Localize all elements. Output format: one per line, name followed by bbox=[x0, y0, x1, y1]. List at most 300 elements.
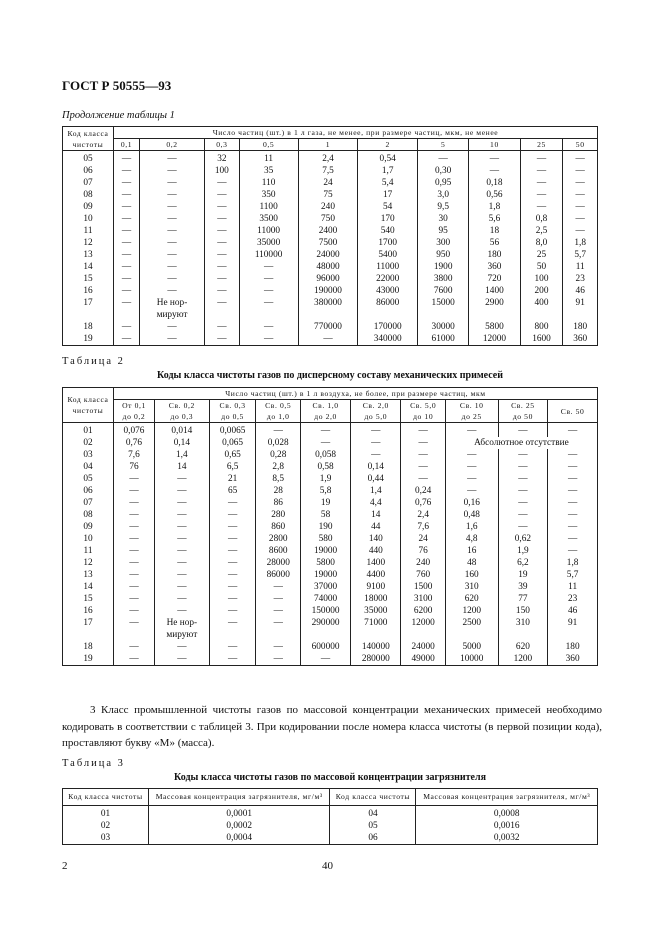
table-cell: — bbox=[469, 165, 520, 177]
table-row bbox=[63, 285, 598, 297]
table-cell: 15000 bbox=[418, 297, 469, 309]
range-from: Св. 0,3 bbox=[219, 401, 246, 410]
table-cell: — bbox=[209, 569, 256, 581]
table-cell: 100 bbox=[205, 165, 239, 177]
table-cell: 01 bbox=[63, 423, 114, 438]
table-cell: 65 bbox=[209, 485, 256, 497]
table-cell: 17 bbox=[63, 297, 114, 309]
range-from: Св. 50 bbox=[560, 406, 585, 416]
table-cell: 110000 bbox=[239, 249, 298, 261]
table-cell: — bbox=[209, 509, 256, 521]
table-cell: 8,0 bbox=[520, 237, 563, 249]
table-row bbox=[63, 653, 598, 666]
table-cell: — bbox=[114, 641, 155, 653]
table-cell: 5800 bbox=[469, 321, 520, 333]
table1-size-header: 0,5 bbox=[239, 139, 298, 151]
table-cell bbox=[498, 629, 548, 641]
table-cell: — bbox=[498, 497, 548, 509]
table-cell: — bbox=[548, 497, 598, 509]
table-cell: 0,76 bbox=[401, 497, 446, 509]
table-cell: — bbox=[209, 521, 256, 533]
table-cell: 170000 bbox=[358, 321, 418, 333]
table-cell: — bbox=[298, 333, 358, 346]
table-cell: — bbox=[548, 461, 598, 473]
table-cell: мируют bbox=[139, 309, 204, 321]
table-cell: 110 bbox=[239, 177, 298, 189]
table-cell: 190 bbox=[300, 521, 350, 533]
table-cell: 0,58 bbox=[300, 461, 350, 473]
table-cell: 76 bbox=[401, 545, 446, 557]
table-cell: 300 bbox=[418, 237, 469, 249]
table-row bbox=[63, 533, 598, 545]
table-cell: — bbox=[498, 461, 548, 473]
table-cell: 56 bbox=[469, 237, 520, 249]
table-row bbox=[63, 151, 598, 166]
table-cell: — bbox=[205, 297, 239, 309]
table-cell: 18000 bbox=[351, 593, 401, 605]
table-cell: 8600 bbox=[256, 545, 301, 557]
table-cell: — bbox=[114, 593, 155, 605]
table-cell: — bbox=[114, 653, 155, 666]
table-cell: 380000 bbox=[298, 297, 358, 309]
table-cell: 1,6 bbox=[445, 521, 498, 533]
table-cell: 2,8 bbox=[256, 461, 301, 473]
table-cell: — bbox=[114, 273, 140, 285]
table-cell: — bbox=[498, 521, 548, 533]
table-cell: — bbox=[114, 617, 155, 629]
table-cell: 5,8 bbox=[300, 485, 350, 497]
table-cell: 2900 bbox=[469, 297, 520, 309]
table-cell: 760 bbox=[401, 569, 446, 581]
table-cell: 24 bbox=[401, 533, 446, 545]
table-cell: — bbox=[154, 653, 209, 666]
table-cell: 58 bbox=[300, 509, 350, 521]
table-cell: 08 bbox=[63, 509, 114, 521]
table3-header: Массовая концентрация загрязнителя, мг/м³ bbox=[416, 789, 598, 806]
table-cell: — bbox=[239, 321, 298, 333]
table-cell: 11000 bbox=[358, 261, 418, 273]
table-cell: — bbox=[205, 177, 239, 189]
table-cell: 3800 bbox=[418, 273, 469, 285]
table-cell: 22000 bbox=[358, 273, 418, 285]
table-cell bbox=[256, 629, 301, 641]
table-cell: 05 bbox=[63, 151, 114, 166]
table-cell: 13 bbox=[63, 249, 114, 261]
table1-size-header: 2 bbox=[358, 139, 418, 151]
table-cell: 750 bbox=[298, 213, 358, 225]
table-cell: 170 bbox=[358, 213, 418, 225]
table-cell: — bbox=[209, 653, 256, 666]
table-cell: — bbox=[154, 557, 209, 569]
table-cell: 39 bbox=[498, 581, 548, 593]
table-cell bbox=[401, 629, 446, 641]
table3-header: Код класса чистоты bbox=[330, 789, 416, 806]
table-cell: 1200 bbox=[445, 605, 498, 617]
table-cell: 0,058 bbox=[300, 449, 350, 461]
table-cell: — bbox=[154, 605, 209, 617]
table-cell: — bbox=[498, 423, 548, 438]
table-cell: 440 bbox=[351, 545, 401, 557]
table-cell: 1500 bbox=[401, 581, 446, 593]
table-cell: — bbox=[139, 165, 204, 177]
table-cell: — bbox=[401, 437, 446, 449]
table-cell: — bbox=[154, 641, 209, 653]
table-cell: 280000 bbox=[351, 653, 401, 666]
table-cell bbox=[445, 629, 498, 641]
range-to: до 0,2 bbox=[122, 412, 146, 421]
table-cell: — bbox=[154, 545, 209, 557]
table-cell: 19000 bbox=[300, 569, 350, 581]
table-cell: — bbox=[563, 201, 598, 213]
table-cell: 5000 bbox=[445, 641, 498, 653]
table-cell: 150 bbox=[498, 605, 548, 617]
table-cell: 8,5 bbox=[256, 473, 301, 485]
table-cell: 800 bbox=[520, 321, 563, 333]
table-cell bbox=[239, 309, 298, 321]
table-cell: — bbox=[209, 581, 256, 593]
table-row bbox=[63, 165, 598, 177]
table-cell: 0,65 bbox=[209, 449, 256, 461]
table-cell: — bbox=[256, 617, 301, 629]
table-cell: 24000 bbox=[401, 641, 446, 653]
table-cell: 04 bbox=[330, 806, 416, 821]
table-cell bbox=[114, 309, 140, 321]
table-cell: 310 bbox=[498, 617, 548, 629]
table-cell: — bbox=[114, 297, 140, 309]
table-cell: 770000 bbox=[298, 321, 358, 333]
table-cell: 950 bbox=[418, 249, 469, 261]
table-cell: — bbox=[154, 593, 209, 605]
table-cell: — bbox=[563, 151, 598, 166]
table-cell: 5400 bbox=[358, 249, 418, 261]
table-cell: 28 bbox=[256, 485, 301, 497]
table-cell: 30000 bbox=[418, 321, 469, 333]
table-cell: — bbox=[548, 473, 598, 485]
table-cell: — bbox=[548, 485, 598, 497]
table-cell: 0,0016 bbox=[416, 820, 598, 832]
table-cell: 75 bbox=[298, 189, 358, 201]
table-cell: 190000 bbox=[298, 285, 358, 297]
table-cell: — bbox=[139, 201, 204, 213]
table-cell: — bbox=[445, 473, 498, 485]
table-cell: 19 bbox=[300, 497, 350, 509]
table-cell: — bbox=[205, 273, 239, 285]
range-from: Св. 10 bbox=[459, 401, 484, 410]
table-cell: — bbox=[114, 225, 140, 237]
table-cell: — bbox=[205, 225, 239, 237]
table-cell: 540 bbox=[358, 225, 418, 237]
table-cell: 180 bbox=[563, 321, 598, 333]
table-cell bbox=[114, 629, 155, 641]
table-cell: — bbox=[114, 213, 140, 225]
table-cell: 19 bbox=[498, 569, 548, 581]
table-cell: 3500 bbox=[239, 213, 298, 225]
table2-title: Коды класса чистоты газов по дисперсному составу механических примесей bbox=[157, 370, 503, 381]
table-cell: 16 bbox=[63, 285, 114, 297]
table-cell: 06 bbox=[63, 485, 114, 497]
table-cell: 32 bbox=[205, 151, 239, 166]
table-cell: — bbox=[563, 177, 598, 189]
table2-range-header bbox=[114, 400, 155, 423]
table-cell: 17 bbox=[358, 189, 418, 201]
table-cell: — bbox=[114, 151, 140, 166]
table-cell: 03 bbox=[63, 832, 149, 845]
table-cell: 04 bbox=[63, 461, 114, 473]
table-cell: 48 bbox=[445, 557, 498, 569]
table-cell: — bbox=[239, 333, 298, 346]
table-cell: — bbox=[205, 249, 239, 261]
table-row bbox=[63, 321, 598, 333]
table-cell: 100 bbox=[520, 273, 563, 285]
table-cell: — bbox=[209, 641, 256, 653]
table-cell: — bbox=[205, 321, 239, 333]
table-cell: 600000 bbox=[300, 641, 350, 653]
range-from: Св. 0,2 bbox=[168, 401, 195, 410]
table-cell: 19 bbox=[63, 653, 114, 666]
table-cell: — bbox=[154, 533, 209, 545]
range-to: до 0,3 bbox=[170, 412, 194, 421]
table-cell: 2,5 bbox=[520, 225, 563, 237]
table2-range-header bbox=[351, 400, 401, 423]
table-cell: — bbox=[256, 641, 301, 653]
table-cell: — bbox=[418, 151, 469, 166]
table-cell: 150000 bbox=[300, 605, 350, 617]
table-cell: 24000 bbox=[298, 249, 358, 261]
table-cell: — bbox=[114, 509, 155, 521]
table-cell: — bbox=[139, 261, 204, 273]
table-cell: 49000 bbox=[401, 653, 446, 666]
table-cell: — bbox=[239, 297, 298, 309]
table-cell: — bbox=[114, 261, 140, 273]
table-cell: — bbox=[520, 165, 563, 177]
table-cell: 43000 bbox=[358, 285, 418, 297]
table-cell: 4,4 bbox=[351, 497, 401, 509]
table-row bbox=[63, 297, 598, 309]
table-cell: 180 bbox=[548, 641, 598, 653]
table-cell: 46 bbox=[563, 285, 598, 297]
table-cell: — bbox=[548, 423, 598, 438]
range-from: Св. 5,0 bbox=[410, 401, 437, 410]
table-cell bbox=[520, 309, 563, 321]
table-cell: 0,014 bbox=[154, 423, 209, 438]
table-row bbox=[63, 437, 598, 449]
table-cell: 35 bbox=[239, 165, 298, 177]
table-cell: 1,4 bbox=[154, 449, 209, 461]
table-cell: 200 bbox=[520, 285, 563, 297]
table-cell: — bbox=[256, 581, 301, 593]
table-cell: 1,8 bbox=[563, 237, 598, 249]
table-cell: — bbox=[520, 189, 563, 201]
table2-code-header: Код класса чистоты bbox=[63, 388, 114, 423]
table-cell: 7,6 bbox=[114, 449, 155, 461]
table-cell: 46 bbox=[548, 605, 598, 617]
table-row bbox=[63, 832, 598, 845]
table-cell: 06 bbox=[63, 165, 114, 177]
table-cell: 17 bbox=[63, 617, 114, 629]
table-cell: — bbox=[114, 581, 155, 593]
table-cell: 03 bbox=[63, 449, 114, 461]
table-cell: — bbox=[445, 423, 498, 438]
table-cell: 0,0001 bbox=[148, 806, 330, 821]
table-cell: 23 bbox=[548, 593, 598, 605]
table-row bbox=[63, 423, 598, 438]
table-cell: — bbox=[239, 273, 298, 285]
table-cell: 280 bbox=[256, 509, 301, 521]
table2-range-header bbox=[548, 400, 598, 423]
table-cell: 0,14 bbox=[351, 461, 401, 473]
table1-size-header: 50 bbox=[563, 139, 598, 151]
table-cell: 1400 bbox=[351, 557, 401, 569]
table-cell: 0,0008 bbox=[416, 806, 598, 821]
table-row bbox=[63, 593, 598, 605]
table-cell bbox=[63, 629, 114, 641]
table-cell: 0,95 bbox=[418, 177, 469, 189]
table-row bbox=[63, 629, 598, 641]
range-to: до 2,0 bbox=[314, 412, 337, 421]
table-cell: — bbox=[114, 569, 155, 581]
table-cell: 0,028 bbox=[256, 437, 301, 449]
table-cell bbox=[205, 309, 239, 321]
table2-group-header: Число частиц (шт.) в 1 л воздуха, не более, при размере частиц, мкм bbox=[114, 388, 598, 400]
table-cell: 360 bbox=[469, 261, 520, 273]
table3-title: Коды класса чистоты газов по массовой концентрации загрязнителя bbox=[174, 772, 486, 783]
table-cell: — bbox=[114, 285, 140, 297]
table-cell: 310 bbox=[445, 581, 498, 593]
table-cell: — bbox=[239, 261, 298, 273]
table-cell: — bbox=[209, 533, 256, 545]
table-cell: 14 bbox=[154, 461, 209, 473]
table-cell: — bbox=[563, 225, 598, 237]
table-cell: 0,065 bbox=[209, 437, 256, 449]
table-cell: 0,076 bbox=[114, 423, 155, 438]
table-cell: 1100 bbox=[239, 201, 298, 213]
table2-range-header bbox=[445, 400, 498, 423]
table-cell: 12000 bbox=[401, 617, 446, 629]
table-row bbox=[63, 201, 598, 213]
table-cell: — bbox=[498, 473, 548, 485]
table-cell: — bbox=[548, 509, 598, 521]
table-cell: 2800 bbox=[256, 533, 301, 545]
table-cell: мируют bbox=[154, 629, 209, 641]
table-cell: 6,2 bbox=[498, 557, 548, 569]
table-cell: 91 bbox=[548, 617, 598, 629]
table-cell: — bbox=[154, 485, 209, 497]
table-cell: 09 bbox=[63, 521, 114, 533]
table-cell: — bbox=[563, 213, 598, 225]
table-cell: 1700 bbox=[358, 237, 418, 249]
table-row bbox=[63, 545, 598, 557]
table-cell: 14 bbox=[351, 509, 401, 521]
table-cell: — bbox=[205, 201, 239, 213]
absent-note: Абсолютное отсутствие bbox=[445, 437, 597, 449]
table-cell: 35000 bbox=[351, 605, 401, 617]
table-row bbox=[63, 177, 598, 189]
table-cell: 4400 bbox=[351, 569, 401, 581]
table-cell: — bbox=[154, 521, 209, 533]
table-cell: — bbox=[300, 437, 350, 449]
table-cell: — bbox=[351, 423, 401, 438]
table-cell: — bbox=[209, 593, 256, 605]
table-cell: 02 bbox=[63, 437, 114, 449]
table-cell: — bbox=[154, 473, 209, 485]
table-row bbox=[63, 485, 598, 497]
table-row bbox=[63, 581, 598, 593]
table-row bbox=[63, 521, 598, 533]
table-cell: — bbox=[256, 593, 301, 605]
table-cell: — bbox=[154, 569, 209, 581]
table-cell bbox=[358, 309, 418, 321]
table-cell: 86000 bbox=[256, 569, 301, 581]
table2-range-header bbox=[300, 400, 350, 423]
table-cell: 10 bbox=[63, 213, 114, 225]
table-cell: — bbox=[401, 423, 446, 438]
table-cell: — bbox=[209, 617, 256, 629]
table-cell: — bbox=[445, 485, 498, 497]
table-cell: — bbox=[300, 423, 350, 438]
table-cell: — bbox=[114, 237, 140, 249]
table-cell: 18 bbox=[63, 641, 114, 653]
table-cell: — bbox=[209, 557, 256, 569]
table-row bbox=[63, 309, 598, 321]
table-cell bbox=[298, 309, 358, 321]
table2-caption: Таблица 2 bbox=[62, 356, 125, 367]
table-cell: — bbox=[114, 165, 140, 177]
table-cell bbox=[418, 309, 469, 321]
table-cell: — bbox=[139, 273, 204, 285]
table-cell: 6200 bbox=[401, 605, 446, 617]
table-cell: 95 bbox=[418, 225, 469, 237]
table-cell: 360 bbox=[563, 333, 598, 346]
table1-size-header: 5 bbox=[418, 139, 469, 151]
table1-size-header: 0,3 bbox=[205, 139, 239, 151]
table-cell: — bbox=[563, 189, 598, 201]
table-cell: — bbox=[548, 533, 598, 545]
table-cell: 10000 bbox=[445, 653, 498, 666]
body-paragraph: 3 Класс промышленной чистоты газов по массовой концентрации механических примесей необходимо кодировать в соответствии с таблицей 3. При кодировании после номера класса чистоты (в первой позиции кода), проставляют букву «М» (масса). bbox=[62, 704, 602, 749]
table-cell: 19000 bbox=[300, 545, 350, 557]
table-cell: 0,14 bbox=[154, 437, 209, 449]
table-cell: 240 bbox=[401, 557, 446, 569]
table-cell: — bbox=[114, 177, 140, 189]
table-cell: 37000 bbox=[300, 581, 350, 593]
table-cell: — bbox=[114, 321, 140, 333]
table-cell: — bbox=[139, 213, 204, 225]
table-cell: 2400 bbox=[298, 225, 358, 237]
table-cell: — bbox=[114, 485, 155, 497]
table-cell: 54 bbox=[358, 201, 418, 213]
table-cell: 05 bbox=[330, 820, 416, 832]
table-row bbox=[63, 189, 598, 201]
table-cell bbox=[469, 309, 520, 321]
table-cell: 5,4 bbox=[358, 177, 418, 189]
table-cell: 0,28 bbox=[256, 449, 301, 461]
table-cell: 74000 bbox=[300, 593, 350, 605]
table-cell: — bbox=[548, 449, 598, 461]
table2-range-header bbox=[401, 400, 446, 423]
table-cell: 10 bbox=[63, 533, 114, 545]
table2-range-header bbox=[256, 400, 301, 423]
table-cell: 77 bbox=[498, 593, 548, 605]
table-cell: 25 bbox=[520, 249, 563, 261]
table-cell: 91 bbox=[563, 297, 598, 309]
table-cell: 860 bbox=[256, 521, 301, 533]
table-cell: — bbox=[154, 497, 209, 509]
table-cell: 4,8 bbox=[445, 533, 498, 545]
table-cell: 07 bbox=[63, 177, 114, 189]
table-cell: 140000 bbox=[351, 641, 401, 653]
table-cell: — bbox=[205, 213, 239, 225]
table-cell: — bbox=[139, 249, 204, 261]
